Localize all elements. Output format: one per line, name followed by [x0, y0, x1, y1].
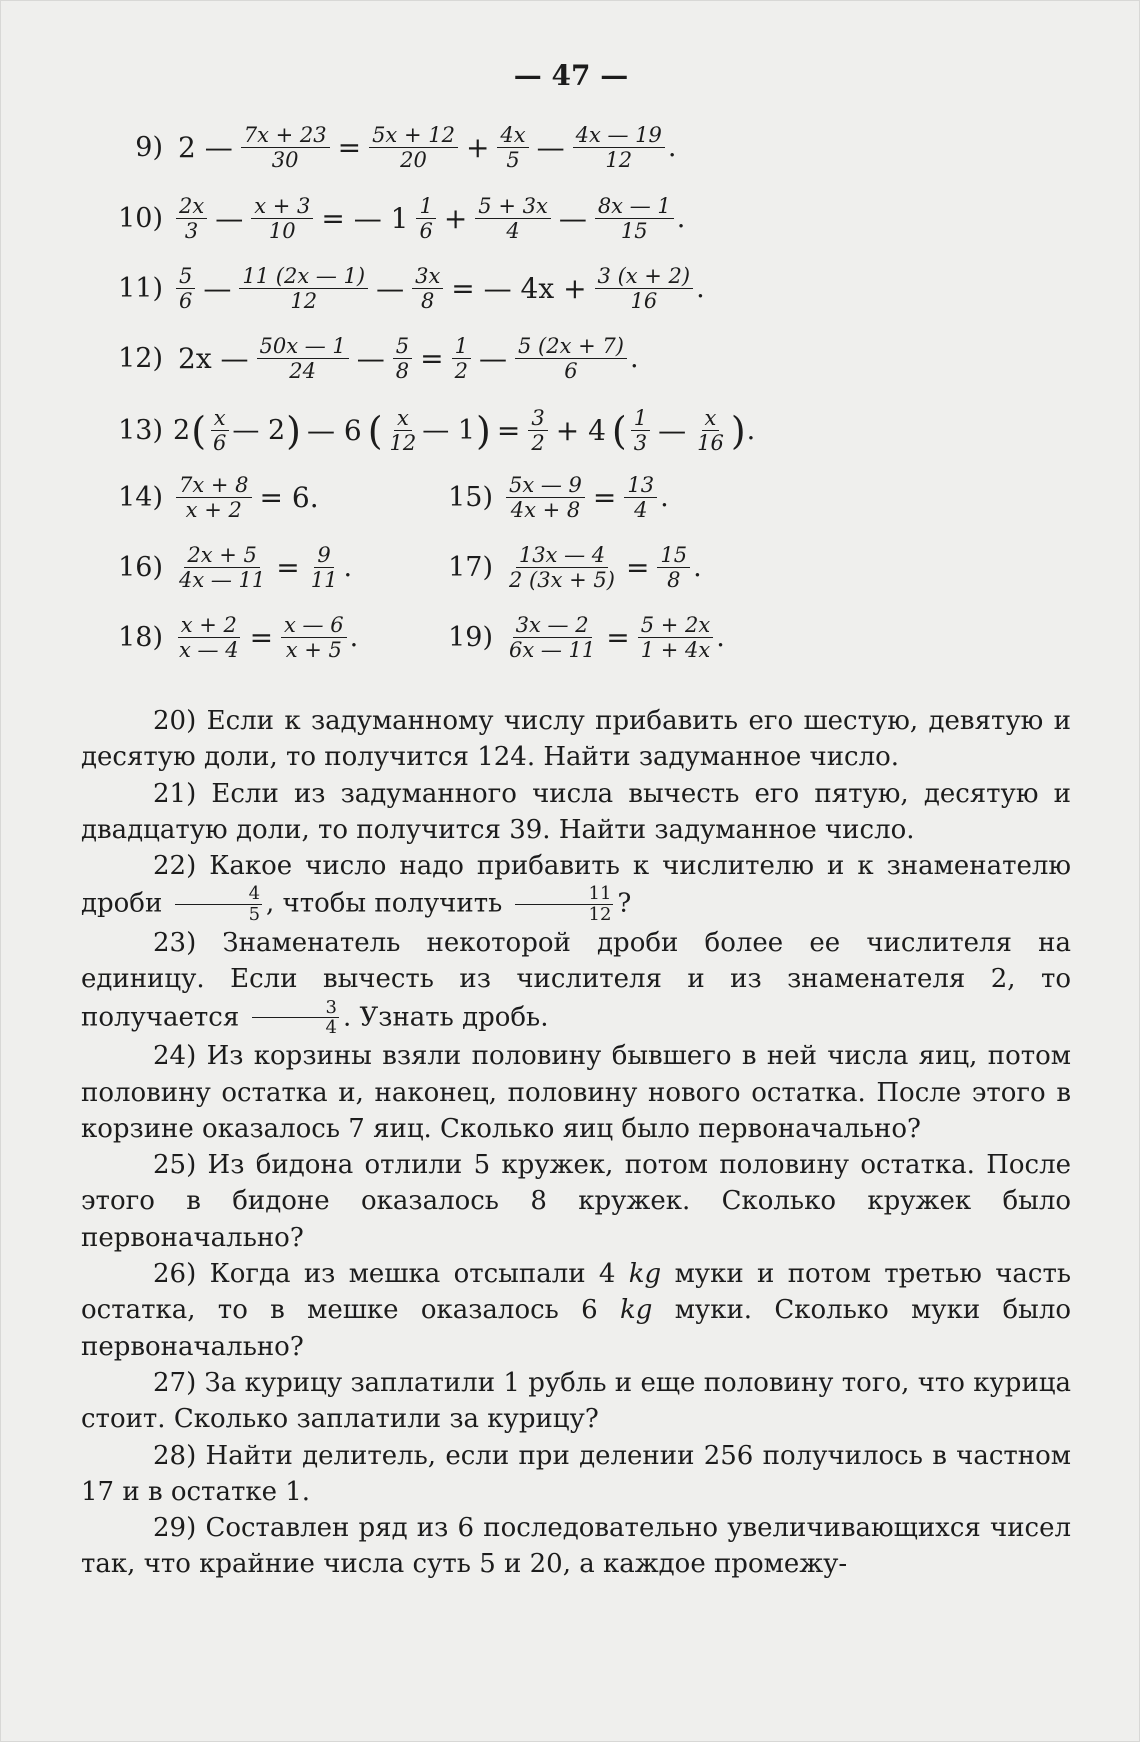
problem-21: 21) Если из задуманного числа вычесть его пятую, десятую и двадцатую доли, то получится 39. Найти задуманное число.: [81, 778, 1071, 845]
fraction: $\frac{15}{8}$: [657, 543, 690, 592]
fraction: $\frac{5 + 3x}{4}$: [475, 194, 551, 243]
equation-number: 18): [118, 622, 163, 654]
problem-20: 20) Если к задуманному числу прибавить его шестую, девятую и десятую доли, то получится 124. Найти задуманное число.: [81, 706, 1071, 773]
equation-16: 16) $\frac{2x + 5}{4x — 11}$ = $\frac{9}{11}$ .: [111, 543, 352, 592]
page-number: — 47 —: [513, 59, 629, 92]
fraction: $\frac{4x — 19}{12}$: [573, 123, 665, 172]
fraction: $\frac{5}{8}$: [393, 334, 412, 383]
fraction: $\frac{7x + 8}{x + 2}$: [176, 473, 252, 522]
equation-number: 10): [118, 203, 163, 235]
word-problems: [81, 703, 1071, 1583]
equation-number: 13): [118, 415, 163, 447]
fraction: $\frac{2x}{3}$: [176, 194, 207, 243]
equation-13: 13) 2 ( $\frac{x}{6}$ — 2 ) — 6 ( $\frac{x}{12}$ — 1 ) = $\frac{3}{2}$ + 4 ( $\frac{1}{3}$ — $\frac{x}{16}$ ) .: [111, 406, 755, 455]
equation-number: 9): [135, 132, 163, 164]
fraction: $\frac{x}{6}$: [210, 406, 229, 455]
fraction: $\frac{x + 2}{x — 4}$: [179, 613, 239, 663]
fraction: $\frac{3x — 2}{6x — 11}$: [509, 613, 596, 663]
equation-19: 19) $\frac{3x — 2}{6x — 11}$ = $\frac{5 + 2x}{1 + 4x}$ .: [441, 613, 725, 662]
equation-12: 12) 2x — $\frac{50x — 1}{24}$ — $\frac{5}{8}$ = $\frac{1}{2}$ — $\frac{5 (2x + 7)}{6}$ .: [111, 334, 639, 383]
fraction: $\frac{5 (2x + 7)}{6}$: [515, 334, 627, 383]
problem-28: 28) Найти делитель, если при делении 256 получилось в частном 17 и в остатке 1.: [81, 1440, 1071, 1507]
problem-23: 23) Знаменатель некоторой дроби более ее числителя на единицу. Если вычесть из числителя и из знаменателя 2, то получается $\frac{3}{4}$ . Узнать дробь.: [81, 928, 1071, 1039]
equation-9: 9) 2 — $\frac{7x + 23}{30}$ = $\frac{5x + 12}{20}$ + $\frac{4x}{5}$ — $\frac{4x — 19}{12}$ .: [111, 123, 677, 172]
fraction: $\frac{3}{4}$: [252, 998, 339, 1039]
problem-27: 27) За курицу заплатили 1 рубль и еще половину того, что курица стоит. Сколько заплатили за курицу?: [81, 1367, 1071, 1435]
problem-22: 22) Какое число надо прибавить к числителю и к знаменателю дроби $\frac{4}{5}$ , чтобы получить $\frac{11}{12}$ ?: [81, 851, 1071, 926]
fraction: $\frac{4x}{5}$: [497, 123, 528, 172]
problem-29: 29) Составлен ряд из 6 последовательно увеличивающихся чисел так, что крайние числа суть 5 и 20, а каждое промежу-: [81, 1513, 1071, 1580]
problem-25: 25) Из бидона отлили 5 кружек, потом половину остатка. После этого в бидоне оказалось 8 кружек. Сколько кружек было первоначально?: [81, 1150, 1071, 1253]
fraction: $\frac{8x — 1}{15}$: [595, 194, 674, 243]
fraction: $\frac{3 (x + 2)}{16}$: [595, 264, 694, 313]
fraction: $\frac{3x}{8}$: [412, 264, 443, 313]
problem-24: 24) Из корзины взяли половину бывшего в ней числа яиц, потом половину остатка и, наконец, половину нового остатка. После этого в корзине оказалось 7 яиц. Сколько яиц было первоначально?: [81, 1041, 1071, 1144]
fraction: $\frac{1}{3}$: [631, 406, 650, 455]
equation-number: 19): [448, 622, 493, 654]
fraction: $\frac{11}{12}$: [515, 884, 614, 925]
fraction: $\frac{x — 6}{x + 5}$: [281, 613, 347, 662]
fraction: $\frac{50x — 1}{24}$: [257, 334, 349, 383]
equation-15: 15) $\frac{5x — 9}{4x + 8}$ = $\frac{13}{4}$ .: [441, 473, 669, 522]
fraction: $\frac{4}{5}$: [175, 884, 262, 925]
equation-14: 14) $\frac{7x + 8}{x + 2}$ = 6.: [111, 473, 324, 522]
equation-number: 17): [448, 552, 493, 584]
equation-number: 12): [118, 343, 163, 375]
equation-18: 18) $\frac{x + 2}{x — 4}$ = $\frac{x — 6}{x + 5}$ .: [111, 613, 358, 662]
equation-number: 16): [118, 552, 163, 584]
equation-10: 10) $\frac{2x}{3}$ — $\frac{x + 3}{10}$ = — 1 $\frac{1}{6}$ + $\frac{5 + 3x}{4}$ — $\frac{8x — 1}{15}$ .: [111, 194, 685, 243]
fraction: $\frac{7x + 23}{30}$: [241, 123, 330, 172]
problem-26: 26) Когда из мешка отсыпали 4 kg муки и потом третью часть остатка, то в мешке оказалось 6 kg муки. Сколько муки было первоначально?: [81, 1259, 1072, 1362]
fraction: $\frac{1}{6}$: [416, 194, 435, 243]
fraction: $\frac{1}{2}$: [452, 334, 471, 383]
fraction: $\frac{2x + 5}{4x — 11}$: [179, 543, 266, 593]
equation-11: 11) $\frac{5}{6}$ — $\frac{11 (2x — 1)}{12}$ — $\frac{3x}{8}$ = — 4x + $\frac{3 (x + 2)}{16}$ .: [111, 264, 705, 313]
fraction: $\frac{13}{4}$: [624, 473, 657, 522]
fraction: $\frac{x + 3}{10}$: [251, 194, 313, 243]
fraction: $\frac{13x — 4}{2 (3x + 5)}$: [509, 543, 615, 593]
equation-number: 14): [118, 482, 163, 514]
fraction: $\frac{x}{16}$: [697, 406, 724, 456]
fraction: $\frac{5 + 2x}{1 + 4x}$: [638, 613, 714, 662]
fraction: $\frac{9}{11}$: [310, 543, 338, 593]
fraction: $\frac{5x + 12}{20}$: [369, 123, 458, 172]
equation-number: 15): [448, 482, 493, 514]
fraction: $\frac{3}{2}$: [528, 406, 547, 455]
fraction: $\frac{5x — 9}{4x + 8}$: [506, 473, 585, 522]
equation-17: 17) $\frac{13x — 4}{2 (3x + 5)}$ = $\frac{15}{8}$ .: [441, 543, 702, 592]
equation-number: 11): [118, 273, 163, 305]
fraction: $\frac{5}{6}$: [176, 264, 195, 313]
fraction: $\frac{x}{12}$: [389, 406, 417, 456]
fraction: $\frac{11 (2x — 1)}{12}$: [239, 264, 368, 313]
